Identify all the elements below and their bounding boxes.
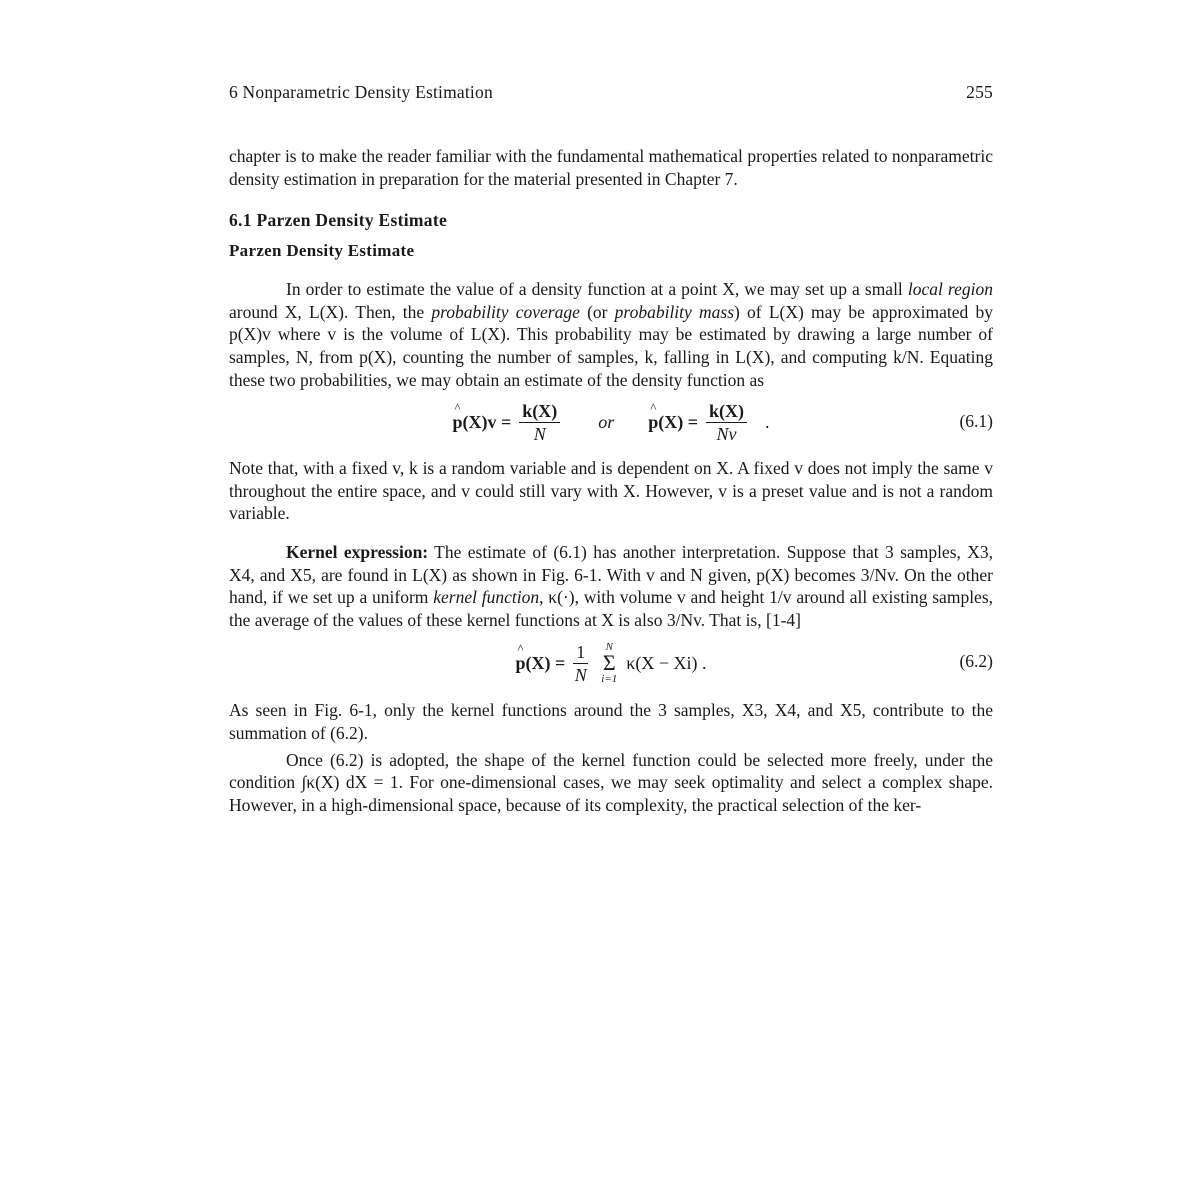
eq2-sum-top: N: [605, 641, 613, 654]
para3-text-a: The estimate of (6.1) has another interpretation. Suppose that 3 samples, X3, X4, and X5, are found in L(X) as shown in Fig. 6-1. With v and N given, p(X) becomes 3/Nv. On the other hand, if we set up a uniform: [229, 541, 993, 608]
para3-term-kernel-function: kernel function: [433, 587, 540, 608]
book-page: [229, 82, 993, 816]
eq2-fraction: [573, 642, 588, 685]
eq1-den2: Nv: [716, 423, 737, 444]
eq1-num2: k(X): [706, 401, 747, 423]
eq1-end: .: [765, 411, 770, 432]
para1-term-probability-mass: probability mass: [614, 301, 735, 322]
paragraph-kernel-expression: [229, 541, 993, 631]
eq1-den1: N: [533, 423, 546, 444]
equation-6-2: [229, 637, 993, 689]
paragraph-fig-6-1: As seen in Fig. 6-1, only the kernel functions around the 3 samples, X3, X4, and X5, contribute to the summation of (6.2).: [229, 700, 993, 743]
eq2-lhs: ^ p(X) =: [516, 653, 566, 674]
section-title: 6.1 Parzen Density Estimate: [229, 210, 448, 231]
para1-text-g: ) of L(X) may be approximated by p(X)v where v is the volume of L(X). This probability may be estimated by drawing a large number of samples, N, from p(X), counting the number of samples, k, falling in L(X), and computing k/N. Equating these two probabilities, we may obtain an estimate of the density function as: [229, 301, 993, 390]
para1-text-a: In order to estimate the value of a density function at a point X, we may set up a small: [286, 279, 908, 300]
eq2-sum-bottom: i=1: [601, 673, 618, 686]
eq2-rhs: κ(X − Xi) .: [626, 652, 707, 673]
eq1-lhs1: ^ p(X)v =: [452, 412, 511, 433]
subsection-title: Parzen Density Estimate: [229, 241, 415, 261]
equation-6-1: [229, 399, 993, 445]
eq1-fraction2: [706, 401, 747, 444]
paragraph-local-region: [229, 278, 993, 391]
eq1-number: (6.1): [959, 411, 993, 432]
paragraph-kernel-shape: Once (6.2) is adopted, the shape of the kernel function could be selected more freely, under the condition ∫κ(X) dX = 1. For one-dimensional cases, we may seek optimality and select a complex shape. However, in a high-dimensional space, because of its complexity, the practical selection of the ker-: [229, 749, 993, 815]
eq2-sum-sign: Σ: [602, 650, 616, 676]
eq2-number: (6.2): [959, 651, 993, 672]
eq2-summation: [601, 641, 617, 685]
para1-text-e: (or: [579, 301, 615, 322]
eq1-fraction1: [519, 401, 560, 444]
running-head: [229, 82, 993, 108]
eq1-or: or: [598, 411, 615, 432]
para1-text-c: around X, L(X). Then, the: [229, 301, 432, 322]
eq1-lhs2: ^ p(X) =: [648, 412, 698, 433]
page-number: 255: [966, 82, 993, 102]
intro-paragraph: chapter is to make the reader familiar with the fundamental mathematical properties related to nonparametric density estimation in preparation for the material presented in Chapter 7.: [229, 146, 993, 189]
chapter-title: 6 Nonparametric Density Estimation: [229, 82, 493, 102]
para1-term-local-region: local region: [907, 279, 993, 300]
eq1-num1: k(X): [519, 401, 560, 423]
para3-text-c: , κ(·), with volume v and height 1/v around all existing samples, the average of the values of these kernel functions at X is also 3/Nv. That is, [1-4]: [229, 587, 994, 630]
para1-term-probability-coverage: probability coverage: [431, 301, 580, 322]
eq2-num: 1: [573, 642, 588, 664]
kernel-expression-label: Kernel expression:: [286, 541, 429, 562]
paragraph-fixed-v: Note that, with a fixed v, k is a random variable and is dependent on X. A fixed v does not imply the same v throughout the entire space, and v could still vary with X. However, v is a preset value and is not a random variable.: [229, 458, 993, 524]
eq2-den: N: [574, 664, 587, 685]
